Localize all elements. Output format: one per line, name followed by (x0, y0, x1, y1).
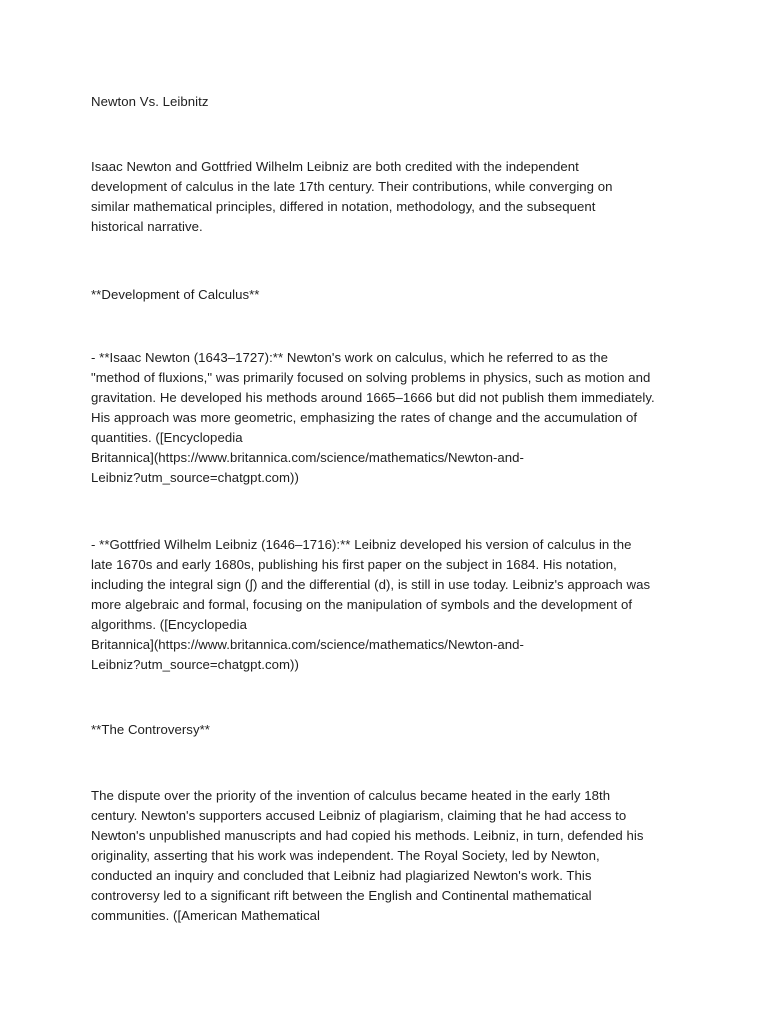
dispute-paragraph: The dispute over the priority of the invention of calculus became heated in the early 18th century. Newton's supporters accused Leibniz of plagiarism, claiming that he had access to Newton's unpublished manuscripts and had copied his methods. Leibniz, in turn, defended his originality, asserting that his work was independent. The Royal Society, led by Newton, conducted an inquiry and concluded that Leibniz had plagiarized Newton's work. This controversy led to a significant rift between the English and Continental mathematical communities. ([American Mathematical (91, 788, 644, 923)
document-title: Newton Vs. Leibnitz (91, 94, 209, 109)
leibniz-paragraph: - **Gottfried Wilhelm Leibniz (1646–1716):** Leibniz developed his version of calculus in the late 1670s and early 1680s, publishing his first paper on the subject in 1684. His notation, including the integral sign (∫) and the differential (d), is still in use today. Leibniz's approach was more algebraic and formal, focusing on the manipulation of symbols and the development of algorithms. ([Encyclopedia Britannica](https://www.britannica.com/science/mathematics/Newton-and- Leibniz?utm_source=chatgpt.com)) (91, 537, 651, 672)
newton-paragraph: - **Isaac Newton (1643–1727):** Newton's work on calculus, which he referred to as the "method of fluxions," was primarily focused on solving problems in physics, such as motion and gravitation. He developed his methods around 1665–1666 but did not publish them immediately. His approach was more geometric, emphasizing the rates of change and the accumulation of quantities. ([Encyclopedia Britannica](https://www.britannica.com/science/mathematics/Newton-and- Leibniz?utm_source=chatgpt.com)) (91, 350, 655, 485)
development-of-calculus-heading: **Development of Calculus** (91, 287, 260, 302)
intro-paragraph: Isaac Newton and Gottfried Wilhelm Leibniz are both credited with the independent development of calculus in the late 17th century. Their contributions, while converging on similar mathematical principles, differed in notation, methodology, and the subsequent historical narrative. (91, 159, 613, 234)
controversy-heading: **The Controversy** (91, 722, 210, 737)
